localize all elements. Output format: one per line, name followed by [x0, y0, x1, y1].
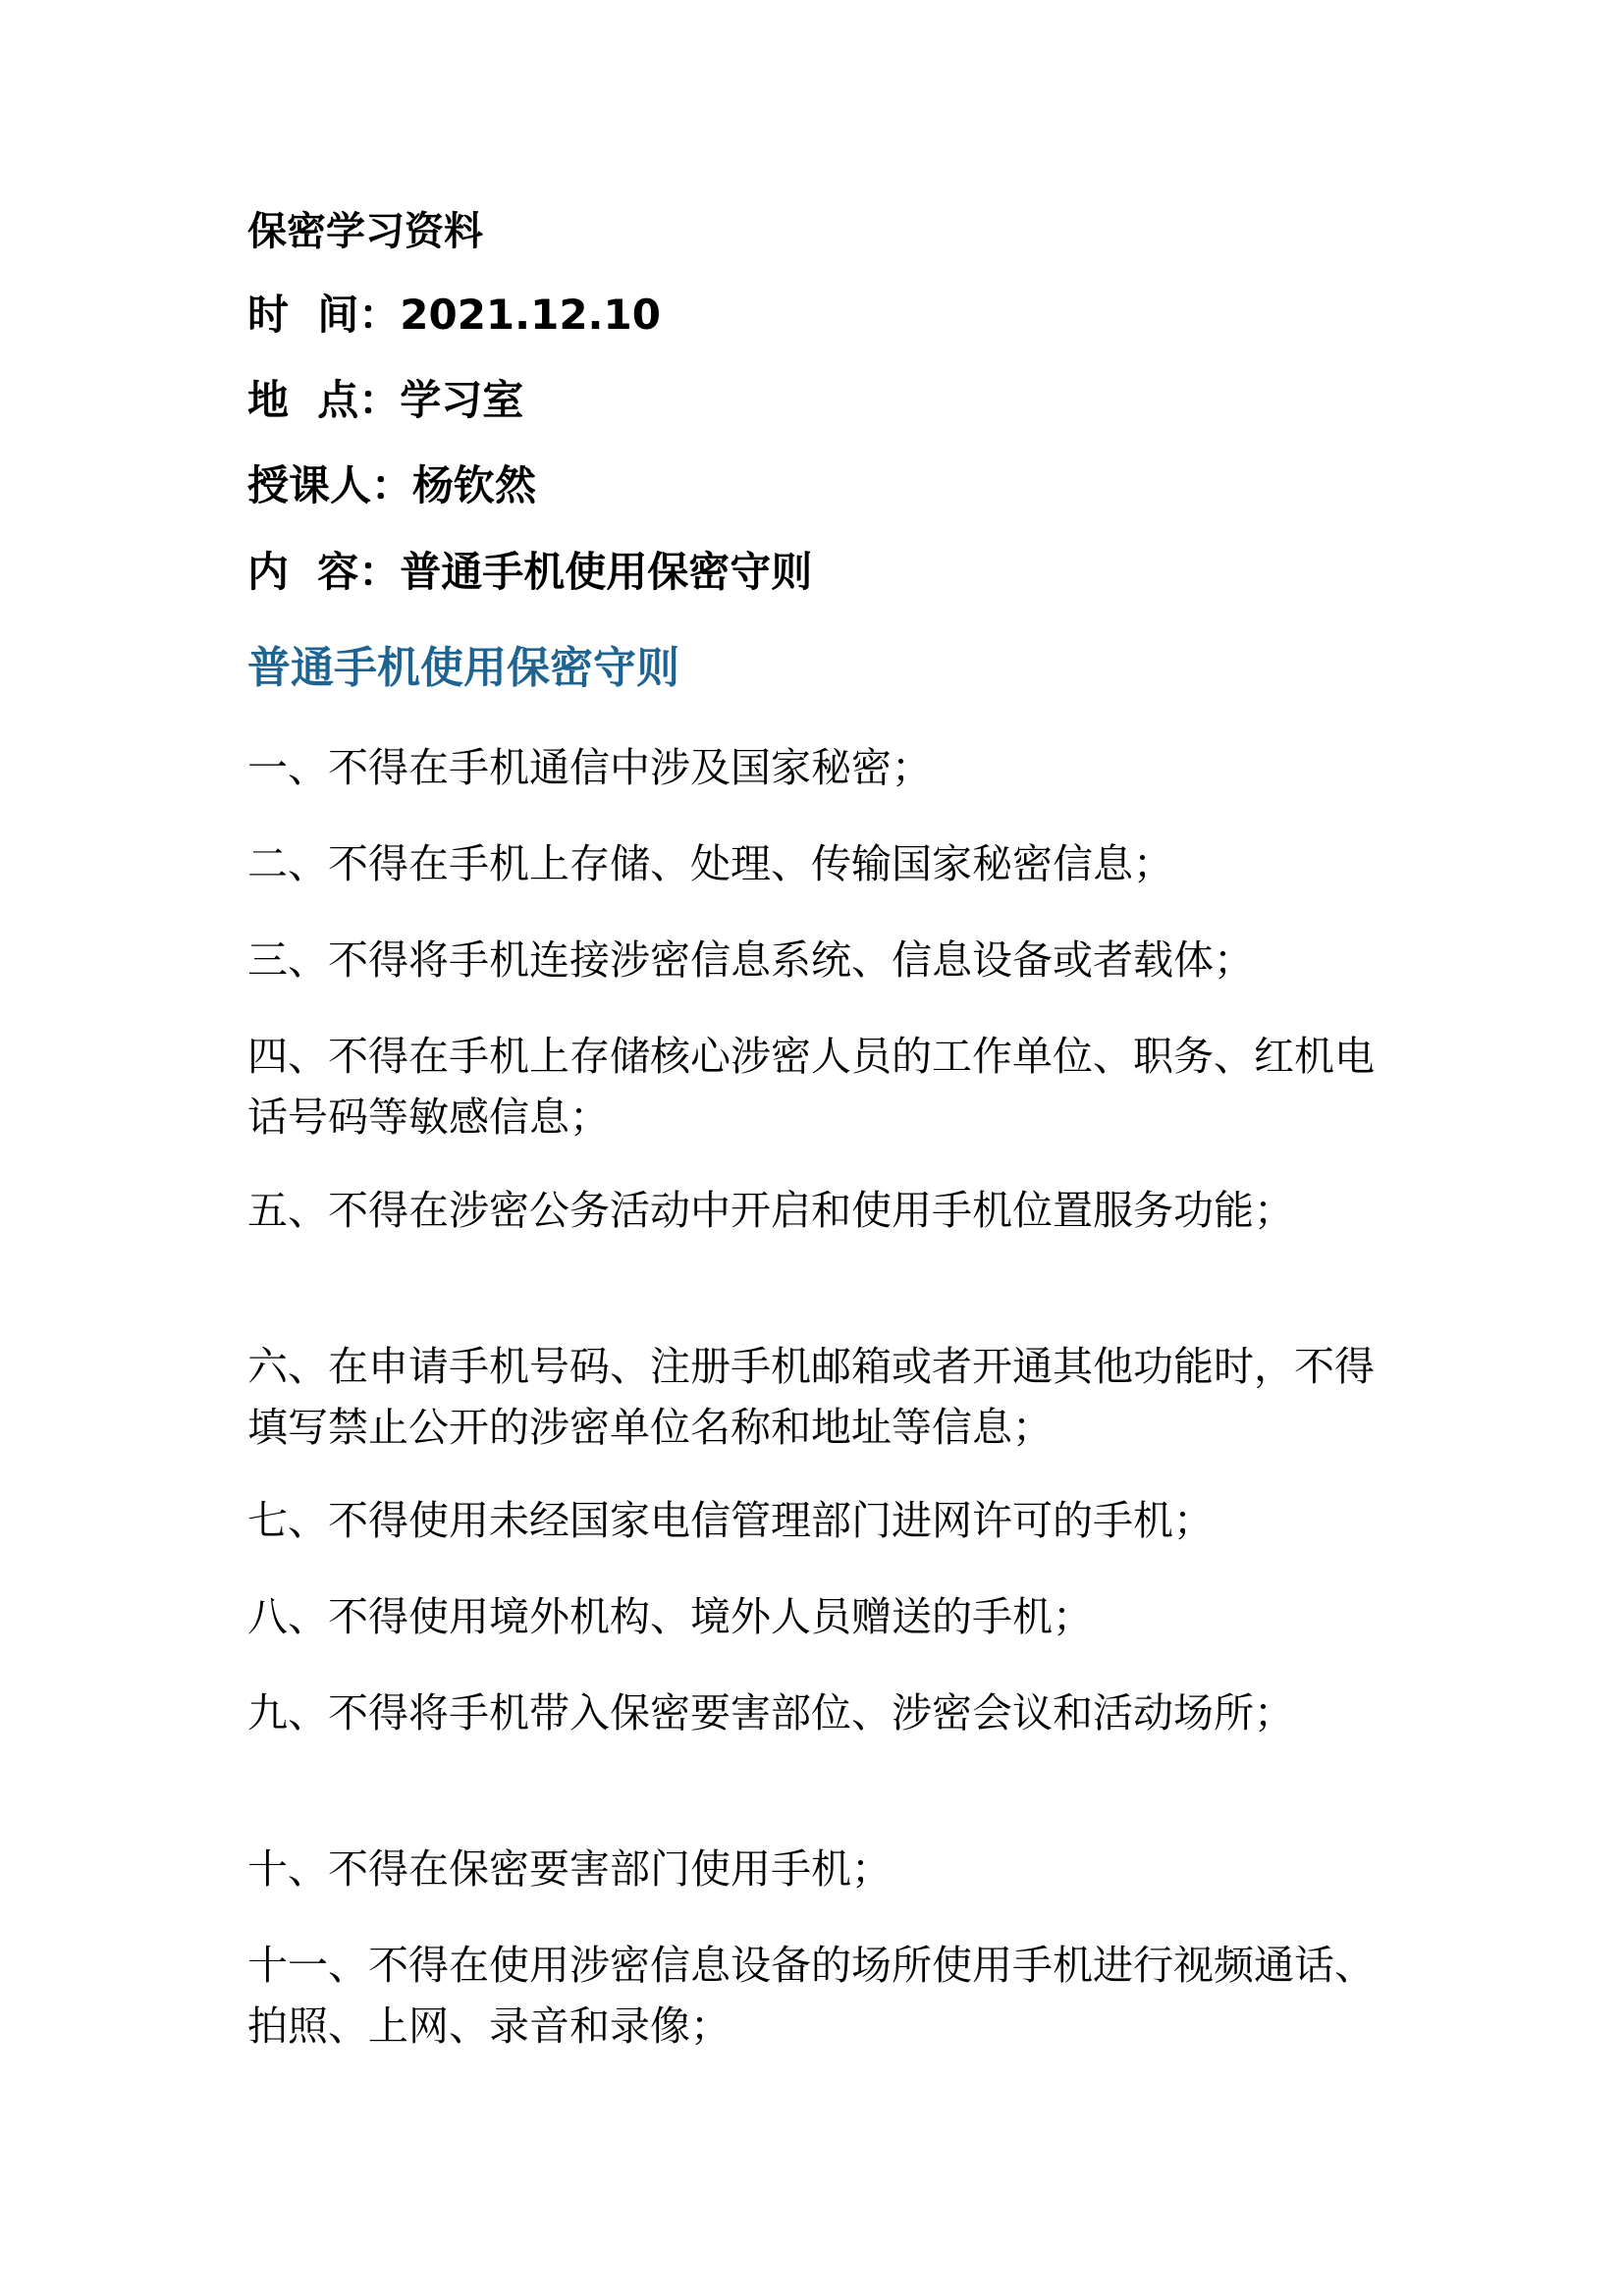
rule-item: [247, 1490, 1406, 1551]
rule-text: 不得使用境外机构、境外人员赠送的手机；: [328, 1593, 1093, 1640]
meta-place: [247, 372, 523, 429]
rule-number: 十、: [247, 1845, 328, 1893]
rule-number: 九、: [247, 1689, 328, 1736]
meta-time-value: 2021.12.10: [400, 291, 661, 339]
rule-item: [247, 737, 1406, 798]
meta-content-value: 普通手机使用保密守则: [400, 548, 813, 596]
rule-number: 一、: [247, 744, 328, 791]
rule-number: 六、: [247, 1343, 328, 1390]
document-title: 保密学习资料: [247, 209, 483, 254]
rule-number: 八、: [247, 1593, 328, 1640]
meta-content-label: 内 容：: [247, 548, 401, 596]
meta-place-value: 学习室: [400, 376, 524, 424]
rule-text: 不得将手机连接涉密信息系统、信息设备或者载体；: [328, 936, 1254, 984]
rule-text: 不得使用未经国家电信管理部门进网许可的手机；: [328, 1497, 1214, 1544]
rule-number: 十一、: [247, 1942, 368, 1989]
rule-text: 不得在使用涉密信息设备的场所使用手机进行视频通话、拍照、上网、录音和录像；: [247, 1942, 1375, 2050]
section-heading: 普通手机使用保密守则: [247, 643, 679, 693]
rule-item: [247, 1180, 1406, 1241]
rule-text: 不得在手机通信中涉及国家秘密；: [328, 744, 932, 791]
rule-text: 在申请手机号码、注册手机邮箱或者开通其他功能时，不得填写禁止公开的涉密单位名称和地址等信息；: [247, 1343, 1375, 1451]
meta-lecturer-label: 授课人：: [247, 461, 413, 509]
rule-item: [247, 1839, 1406, 1899]
rule-text: 不得将手机带入保密要害部位、涉密会议和活动场所；: [328, 1689, 1294, 1736]
rule-number: 四、: [247, 1033, 328, 1080]
rule-item: [247, 1682, 1406, 1743]
meta-content: [247, 544, 812, 601]
rule-number: 三、: [247, 936, 328, 984]
meta-lecturer: [247, 457, 536, 514]
meta-lecturer-value: 杨钦然: [412, 461, 537, 509]
rule-item: [247, 1586, 1406, 1647]
meta-place-label: 地 点：: [247, 376, 401, 424]
rule-item: [247, 930, 1406, 990]
rule-item: [247, 1026, 1406, 1148]
rule-number: 二、: [247, 840, 328, 887]
meta-time: [247, 287, 661, 344]
rule-text: 不得在手机上存储核心涉密人员的工作单位、职务、红机电话号码等敏感信息；: [247, 1033, 1375, 1141]
rule-item: [247, 833, 1406, 894]
rule-item: [247, 1336, 1406, 1458]
rule-item: [247, 1935, 1406, 2056]
rule-text: 不得在手机上存储、处理、传输国家秘密信息；: [328, 840, 1173, 887]
rule-text: 不得在保密要害部门使用手机；: [328, 1845, 892, 1893]
rule-number: 五、: [247, 1187, 328, 1234]
rule-number: 七、: [247, 1497, 328, 1544]
meta-time-label: 时 间：: [247, 291, 401, 339]
rule-text: 不得在涉密公务活动中开启和使用手机位置服务功能；: [328, 1187, 1294, 1234]
